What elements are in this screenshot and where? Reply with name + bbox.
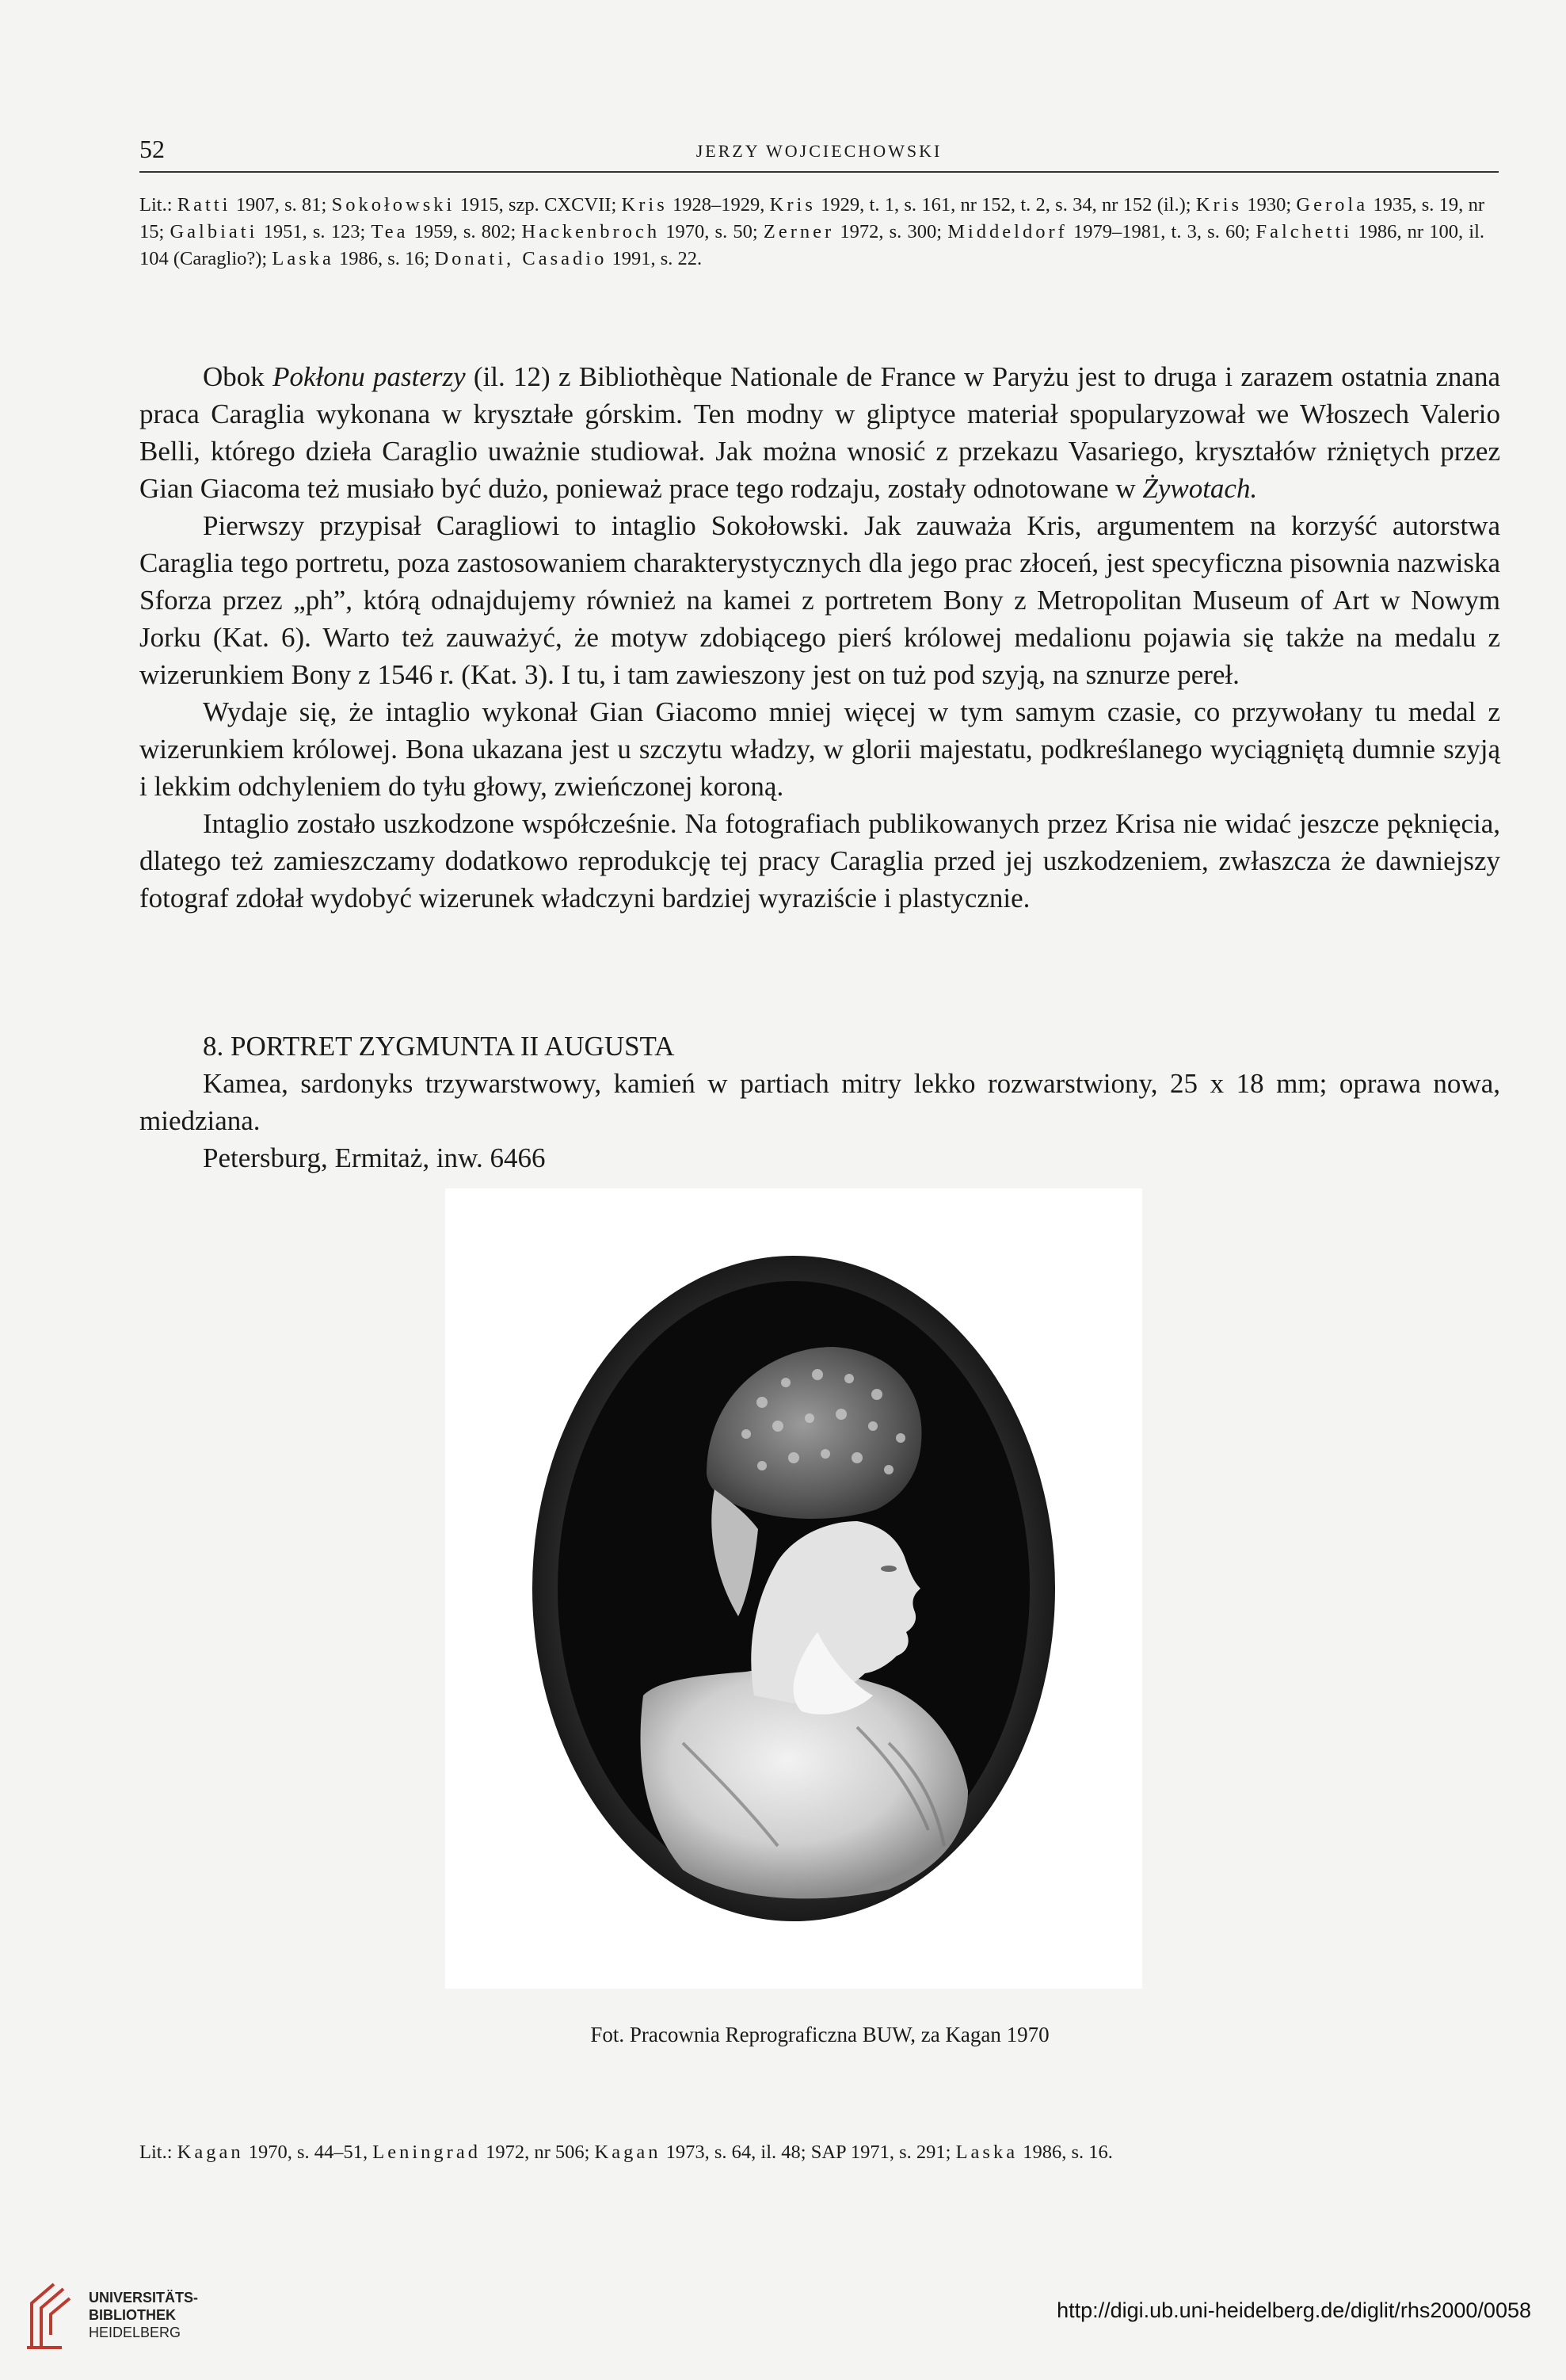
author-name: Kagan [177,2142,244,2163]
library-name-line: BIBLIOTHEK [89,2307,176,2323]
text-run: 1951, s. 123; [257,221,371,242]
author-name: Ratti [177,194,231,215]
text-run: 1986, nr 100, il. 104 (Caraglio?); [139,221,1485,269]
catalog-entry-title: 8. PORTRET ZYGMUNTA II AUGUSTA [203,1031,675,1062]
text-run: 1929, t. 1, s. 161, nr 152, t. 2, s. 34, nr 152 (il.); [815,194,1196,215]
author-name: Galbiati [170,221,258,242]
cameo-photo [445,1188,1142,1989]
library-name [89,2289,198,2341]
text-run: Intaglio zostało uszkodzone współcześnie. Na fotografiach publikowanych przez Krisa nie widać jeszcze pęknięcia, dlatego też zamieszczamy dodatkowo reprodukcję tej pracy Caraglia przed jej uszkodzeniem, zwłaszcza że dawniejszy fotograf zdołał wydobyć wizerunek władczyni bardziej wyraziście i plastycznie. [139,808,1500,913]
catalog-entry [139,1028,1500,1177]
text-run: 1915, szp. CXCVII; [455,194,622,215]
text-run: 1972, s. 300; [834,221,948,242]
author-name: Kris [769,194,816,215]
text-run: 1991, s. 22. [607,248,703,269]
author-name: Gerola [1296,194,1369,215]
text-run: 1970, s. 44–51, [243,2142,373,2163]
author-name: Kris [1195,194,1243,215]
text-run: 1959, s. 802; [408,221,522,242]
author-name: Leningrad [372,2142,481,2163]
text-run: Lit.: [139,2142,177,2163]
author-name: Donati, Casadio [434,248,608,269]
text-run: Pierwszy przypisał Caragliowi to intaglio Sokołowski. Jak zauważa Kris, argumentem na korzyść autorstwa Caraglia tego portretu, poza zastosowaniem charakterystycznych dla jego prac złoceń, jest specyficzna pisownia nazwiska Sforza przez „ph”, którą odnajdujemy również na kamei z portretem Bony z Metropolitan Museum of Art w Nowym Jorku (Kat. 6). Warto też zauważyć, że motyw zdobiącego pierś królowej medalionu pojawia się także na medalu z wizerunkiem Bony z 1546 r. (Kat. 3). I tu, i tam zawieszony jest on tuż pod szyją, na sznurze pereł. [139,510,1500,690]
text-run: Wydaje się, że intaglio wykonał Gian Giacomo mniej więcej w tym samym czasie, co przywołany tu medal z wizerunkiem królowej. Bona ukazana jest u szczytu władzy, w glorii majestatu, podkreślanego wyciągniętą dumnie szyją i lekkim odchyleniem do tyłu głowy, zwieńczonej koroną. [139,696,1500,802]
catalog-entry-description: Kamea, sardonyks trzywarstwowy, kamień w partiach mitry lekko rozwarstwiony, 25 x 18 mm; oprawa nowa, miedziana. [139,1068,1500,1136]
author-name: Middeldorf [947,221,1068,242]
paragraph [139,358,1500,507]
author-name: Kagan [594,2142,661,2163]
text-run: Lit.: [139,194,177,215]
work-title: Pokłonu pasterzy [272,361,466,392]
author-name: Laska [955,2142,1019,2163]
author-name: Falchetti [1255,221,1353,242]
literature-references-top [139,192,1484,273]
author-name: Hackenbroch [521,221,661,242]
author-name: Sokołowski [331,194,455,215]
text-run: 1930; [1242,194,1297,215]
library-name-line: HEIDELBERG [89,2325,181,2340]
text-run: 1935, s. 19, nr 15; [139,194,1484,242]
cameo-portrait-image [445,1188,1142,1989]
text-run: 1928–1929, [667,194,770,215]
text-run: 1979–1981, t. 3, s. 60; [1067,221,1256,242]
author-name: Kris [621,194,668,215]
university-library-logo-icon [22,2279,78,2351]
text-run: 1970, s. 50; [660,221,764,242]
text-run: 1986, s. 16. [1018,2142,1113,2163]
library-name-line: UNIVERSITÄTS- [89,2290,199,2306]
figure-caption: Fot. Pracownia Reprograficzna BUW, za Kagan 1970 [590,2023,1050,2046]
running-head: JERZY WOJCIECHOWSKI [695,141,943,161]
text-run: 1972, nr 506; [480,2142,595,2163]
paragraph [139,693,1500,805]
page-header [139,133,1499,173]
text-run: 1907, s. 81; [231,194,332,215]
work-title: Żywotach. [1142,473,1258,504]
literature-references-bottom [139,2139,1484,2166]
text-run: 1973, s. 64, il. 48; SAP 1971, s. 291; [661,2142,956,2163]
catalog-entry-location: Petersburg, Ermitaż, inw. 6466 [203,1142,546,1173]
text-run: (il. 12) z Bibliothèque Nationale de France w Paryżu jest to druga i zarazem ostatnia znana praca Caraglia wykonana w kryształe górskim. Ten modny w gliptyce materiał spopularyzował we Włoszech Valerio Belli, którego dzieła Caraglio uważnie studiował. Jak można wnosić z przekazu Vasariego, kryształów rżniętych przez Gian Giacoma też musiało być dużo, ponieważ prace tego rodzaju, zostały odnotowane w [139,361,1500,504]
paragraph [139,507,1500,693]
author-name: Tea [371,221,409,242]
author-name: Laska [272,248,334,269]
text-run: 1986, s. 16; [333,248,435,269]
page-footer [0,2262,1566,2380]
digital-library-link[interactable]: http://digi.ub.uni-heidelberg.de/diglit/rhs2000/0058 [1057,2298,1531,2322]
page-number: 52 [139,135,165,163]
paragraph [139,805,1500,917]
body-text [139,358,1500,917]
author-name: Zerner [763,221,835,242]
text-run: Obok [203,361,273,392]
